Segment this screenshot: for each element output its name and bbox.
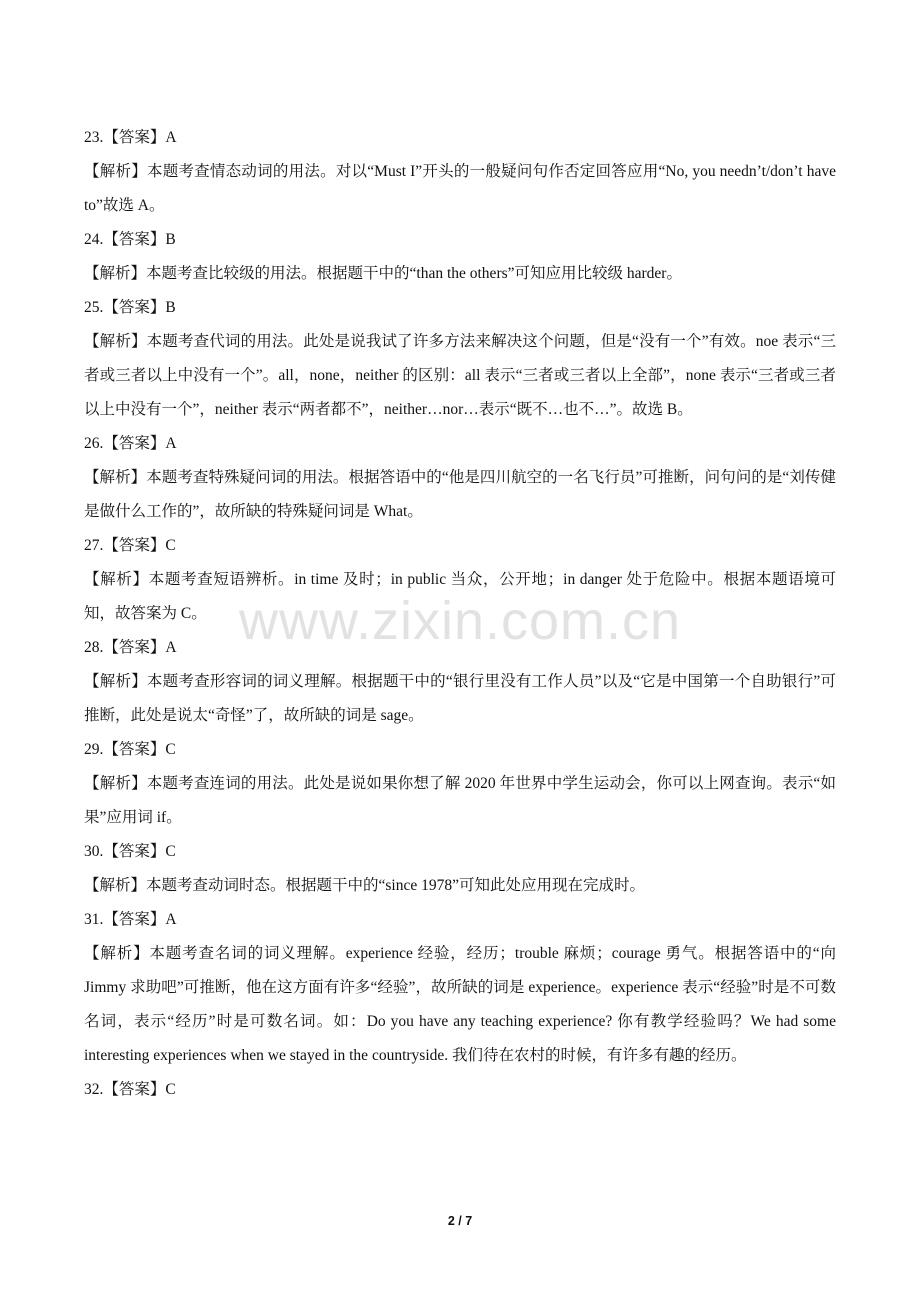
watermark: www.zixin.com.cn (238, 591, 682, 651)
explanation-28: 【解析】本题考查形容词的词义理解。根据题干中的“银行里没有工作人员”以及“它是中国第一个自助银行”可推断，此处是说太“奇怪”了，故所缺的词是 sage。 (84, 673, 836, 724)
explanation-24: 【解析】本题考查比较级的用法。根据题干中的“than the others”可知应用比较级 harder。 (84, 265, 682, 282)
answer-24: 24.【答案】B (84, 231, 176, 248)
page-number: 2 / 7 (447, 1214, 473, 1228)
answer-27: 27.【答案】C (84, 537, 176, 554)
answer-23: 23.【答案】A (84, 129, 177, 146)
answer-28: 28.【答案】A (84, 639, 177, 656)
answer-explanations (84, 121, 836, 1107)
explanation-31: 【解析】本题考查名词的词义理解。experience 经验，经历；trouble 麻烦；courage 勇气。根据答语中的“向 Jimmy 求助吧”可推断，他在这方面有许多“经验”，故所缺的词是 experience。experience 表示“经验”时是不可数名词，表示“经历”时是可数名词。如：Do you have any teaching experience? 你有教学经验吗？We had some interesting experiences when we stayed in the countryside. 我们待在农村的时候，有许多有趣的经历。 (84, 945, 836, 1064)
answer-31: 31.【答案】A (84, 911, 177, 928)
explanation-23: 【解析】本题考查情态动词的用法。对以“Must I”开头的一般疑问句作否定回答应用“No, you needn’t/don’t have to”故选 A。 (84, 163, 836, 214)
answer-30: 30.【答案】C (84, 843, 176, 860)
answer-25: 25.【答案】B (84, 299, 176, 316)
explanation-25: 【解析】本题考查代词的用法。此处是说我试了许多方法来解决这个问题，但是“没有一个”有效。noe 表示“三者或三者以上中没有一个”。all，none，neither 的区别：all 表示“三者或三者以上全部”，none 表示“三者或三者以上中没有一个”，neither 表示“两者都不”，neither…nor…表示“既不…也不…”。故选 B。 (84, 333, 836, 418)
explanation-27: 【解析】本题考查短语辨析。in time 及时；in public 当众，公开地；in danger 处于危险中。根据本题语境可知，故答案为 C。 (84, 571, 836, 622)
answer-29: 29.【答案】C (84, 741, 176, 758)
answer-32: 32.【答案】C (84, 1081, 176, 1098)
explanation-26: 【解析】本题考查特殊疑问词的用法。根据答语中的“他是四川航空的一名飞行员”可推断，问句问的是“刘传健是做什么工作的”，故所缺的特殊疑问词是 What。 (84, 469, 836, 520)
answer-26: 26.【答案】A (84, 435, 177, 452)
explanation-29: 【解析】本题考查连词的用法。此处是说如果你想了解 2020 年世界中学生运动会，你可以上网查询。表示“如果”应用词 if。 (84, 775, 836, 826)
explanation-30: 【解析】本题考查动词时态。根据题干中的“since 1978”可知此处应用现在完成时。 (84, 877, 645, 894)
